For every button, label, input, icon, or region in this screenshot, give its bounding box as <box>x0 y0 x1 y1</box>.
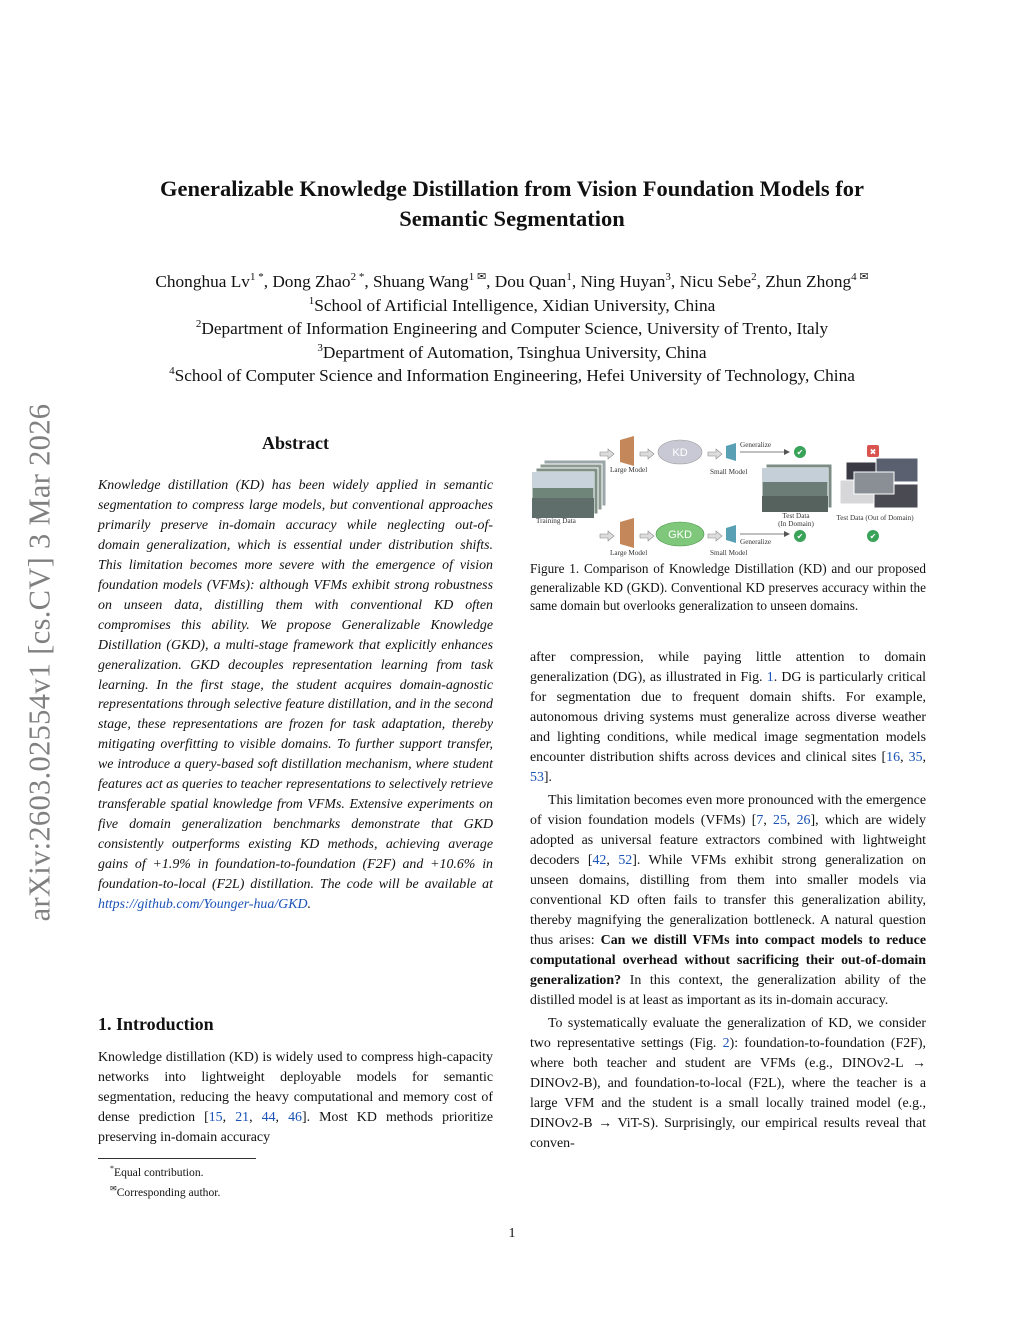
generalize-label: Generalize <box>740 441 772 449</box>
author-sup: 2 <box>751 271 757 284</box>
paragraph: To systematically evaluate the generalization of KD, we consider two representative settings (Fig. 2): foundation-to-foundation (F2F), where both teacher and student are VFMs (e.g., DINOv2-L → DINOv2-B), and foundation-to-local (F2L), where the teacher is a large VFM and the student is a small locally trained model (e.g., DINOv2-B → ViT-S). Surprisingly, our empirical results reveal that conven- <box>530 1016 926 1151</box>
svg-text:Test Data (Out of Domain): Test Data (Out of Domain) <box>836 514 914 522</box>
author-block <box>60 270 964 388</box>
author-sup: 3 <box>665 271 671 284</box>
svg-text:(In Domain): (In Domain) <box>778 520 814 528</box>
kd-row <box>600 436 879 476</box>
author: Dong Zhao <box>272 272 351 291</box>
citation-link[interactable]: 35 <box>908 749 923 765</box>
footnote-equal: *Equal contribution. <box>110 1164 204 1179</box>
author: Dou Quan <box>494 272 567 291</box>
footnote-rule <box>98 1158 256 1159</box>
paper-title <box>100 174 924 234</box>
intro-heading: 1. Introduction <box>98 1014 214 1034</box>
author: Nicu Sebe <box>679 272 752 291</box>
citation-link[interactable]: 26 <box>796 813 811 829</box>
arrow-head-icon <box>784 531 790 537</box>
title-line-2: Semantic Segmentation <box>399 206 625 231</box>
abstract-heading: Abstract <box>262 433 329 453</box>
test-in-domain-images <box>762 464 832 512</box>
author: Zhun Zhong <box>765 272 852 291</box>
arrow-icon <box>708 449 722 459</box>
citation-link[interactable]: 52 <box>618 853 633 869</box>
citation-link[interactable]: 21 <box>235 1109 250 1125</box>
small-model-icon <box>726 443 736 461</box>
author: Chonghua Lv <box>155 272 250 291</box>
author: Ning Huyan <box>580 272 666 291</box>
gkd-label: GKD <box>668 529 692 541</box>
author-sup: 1 * <box>249 271 264 284</box>
affiliation: $^2$Department of Information Engineering and Computer Science, University of Trento, Italy <box>195 318 829 338</box>
small-model-label: Small Model <box>710 468 748 476</box>
citation-link[interactable]: 16 <box>886 749 901 765</box>
body-text-right <box>530 648 926 1154</box>
arrow-icon <box>708 531 722 541</box>
arxiv-stamp <box>12 378 68 946</box>
citation-link[interactable]: 53 <box>530 769 544 785</box>
svg-text:✔: ✔ <box>796 532 804 541</box>
svg-text:Test Data: Test Data <box>782 512 810 520</box>
figure-link[interactable]: 2 <box>722 1036 730 1052</box>
arrow-icon <box>600 531 614 541</box>
small-model-icon <box>726 525 736 543</box>
footnotes <box>110 1161 220 1201</box>
author-sup: 1 <box>566 271 572 284</box>
training-data-label: Training Data <box>536 517 576 525</box>
citation-link[interactable]: 15 <box>208 1109 223 1125</box>
arxiv-id: arXiv:2603.02554v1 [cs.CV] 3 Mar 2026 <box>22 403 57 921</box>
citation-link[interactable]: 42 <box>592 853 607 869</box>
kd-label: KD <box>672 447 688 459</box>
intro-text: Knowledge distillation (KD) is widely used to compress high-capacity networks into lightweight deployable models for semantic segmentation, reducing the heavy computational and memory cost of dense prediction [15, 21, 44, 46]. Most KD methods prioritize preserving in-domain accuracy <box>98 1050 494 1145</box>
large-model-icon <box>620 518 634 548</box>
svg-text:✔: ✔ <box>796 448 804 457</box>
figure-1 <box>530 434 930 560</box>
svg-text:Small Model: Small Model <box>710 549 748 557</box>
large-model-label: Large Model <box>610 466 648 474</box>
figure-caption: Figure 1. Comparison of Knowledge Distillation (KD) and our proposed generalizable KD (GKD). Conventional KD preserves accuracy within the same domain but overlooks generalization to unseen domains. <box>530 561 926 614</box>
footnote-corresponding: ✉Corresponding author. <box>110 1183 221 1199</box>
title-line-1: Generalizable Knowledge Distillation from Vision Foundation Models for <box>160 176 864 201</box>
paragraph: after compression, while paying little attention to domain generalization (DG), as illustrated in Fig. 1. DG is particularly critical for segmentation due to frequent domain shifts. For example, autonomous driving systems must generalize across diverse weather and lighting conditions, while medical image segmentation models encounter distribution shifts across devices and clinical sites [16, 35, 53]. <box>530 650 926 785</box>
research-question: Can we distill VFMs into compact models to reduce computational overhead without sacrificing their out-of-domain generalization? <box>530 932 926 988</box>
large-model-icon <box>620 436 634 466</box>
svg-text:✖: ✖ <box>869 447 877 457</box>
svg-text:✔: ✔ <box>869 532 877 541</box>
gkd-row <box>600 518 879 557</box>
arrow-icon <box>640 449 654 459</box>
training-data-images <box>532 460 606 518</box>
affiliation: $^3$Department of Automation, Tsinghua University, China <box>317 341 707 362</box>
author-sup: 2 * <box>350 271 365 284</box>
figure-link[interactable]: 1 <box>766 669 774 685</box>
author: Shuang Wang <box>372 272 469 291</box>
citation-link[interactable]: 7 <box>756 813 764 829</box>
arrow-icon <box>640 531 654 541</box>
citation-link[interactable]: 44 <box>261 1109 276 1125</box>
test-out-domain-images <box>840 458 918 508</box>
abstract-text: Knowledge distillation (KD) has been widely applied in semantic segmentation to compress large models, but conventional approaches primarily preserve in-domain accuracy while neglecting out-of-domain generalization, which is essential under distribution shifts. This limitation becomes more severe with the emergence of vision foundation models (VFMs): although VFMs exhibit strong robustness on unseen data, distilling them with conventional KD often compromises this ability. We propose Generalizable Knowledge Distillation (GKD), a multi-stage framework that explicitly enhances generalization. GKD decouples representation learning from task learning. In the first stage, the student acquires domain-agnostic representations through selective feature distillation, and in the second stage, these representations are frozen for task adaptation, thereby mitigating overfitting to visible domains. To further support transfer, we introduce a query-based soft distillation mechanism, where student features act as queries to teacher representations to selectively retrieve transferable spatial knowledge from VFMs. Extensive experiments on five domain generalization benchmarks demonstrate that GKD consistently outperforms existing KD methods, achieving average gains of +1.9% in foundation-to-foundation (F2F) and +10.6% in foundation-to-local (F2L) distillation. The code will be available at https://github.com/Younger-hua/GKD. <box>98 478 493 913</box>
affiliation: $^4$School of Computer Science and Information Engineering, Hefei University of Technology, China <box>169 365 855 385</box>
svg-text:Large Model: Large Model <box>610 549 648 557</box>
svg-text:Generalize: Generalize <box>740 538 772 546</box>
page-number: 1 <box>508 1226 516 1241</box>
citation-link[interactable]: 25 <box>773 813 787 829</box>
affiliation: $^1$School of Artificial Intelligence, Xidian University, China <box>308 294 716 315</box>
author-sup: 1 ✉ <box>468 271 487 284</box>
author-list: Chonghua $Lv^{1 *}$, Dong Zhao$^{2 *}$, Shuang Wang$^{1 ✉}$, Dou Quan$^1$, Ning Huyan$^3$, Nicu Sebe$^2$, Zhun Zhong$^{4 ✉}$ <box>155 271 869 291</box>
author-sup: 4 ✉ <box>851 271 869 284</box>
paragraph: This limitation becomes even more pronounced with the emergence of vision foundation models (VFMs) [7, 25, 26], which are widely adopted as universal feature extractors combined with lightweight decoders [42, 52]. While VFMs exhibit strong generalization on unseen domains, distilling from them into smaller models via conventional KD often fails to transfer this generalization ability, thereby magnifying the generalization bottleneck. A natural question thus arises: Can we distill VFMs into compact models to reduce computational overhead without sacrificing their out-of-domain generalization? In this context, the generalization ability of the distilled model is at least as important as its in-domain accuracy. <box>530 793 926 1008</box>
arrow-head-icon <box>784 449 790 455</box>
arrow-icon <box>600 449 614 459</box>
code-link[interactable]: https://github.com/Younger-hua/GKD <box>98 897 308 913</box>
citation-link[interactable]: 46 <box>288 1109 302 1125</box>
